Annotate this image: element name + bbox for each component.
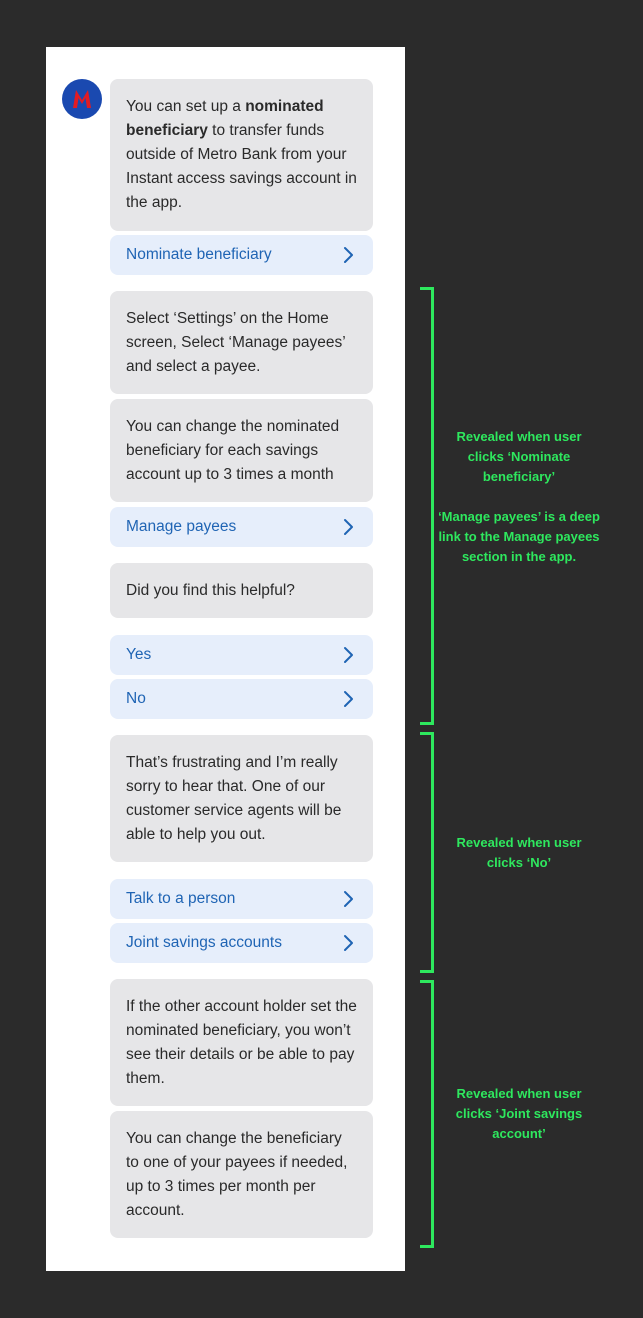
change-limit-message-text: You can change the nominated beneficiary for each savings account up to 3 times a month	[126, 418, 340, 483]
chevron-right-icon	[339, 518, 357, 536]
joint-holder-message	[110, 979, 373, 1106]
settings-message-text: Select ‘Settings’ on the Home screen, Select ‘Manage payees’ and select a payee.	[126, 310, 346, 375]
change-limit-message	[110, 399, 373, 502]
intro-message	[110, 79, 373, 231]
nominate-beneficiary-button[interactable]	[110, 235, 373, 275]
frustrated-message	[110, 735, 373, 862]
joint-holder-message-text: If the other account holder set the nominated beneficiary, you won’t see their details or be able to pay them.	[126, 998, 357, 1087]
chevron-right-icon	[339, 246, 357, 264]
helpful-question-message	[110, 563, 373, 618]
metro-bank-logo-icon	[62, 79, 102, 119]
annotation-nominate-text: Revealed when user clicks ‘Nominate beneficiary’	[456, 429, 582, 484]
annotation-bracket-nominate	[420, 287, 434, 725]
annotation-nominate	[438, 427, 600, 567]
intro-text-start: You can set up a	[126, 98, 246, 115]
nominate-beneficiary-label: Nominate beneficiary	[126, 246, 272, 263]
manage-payees-label: Manage payees	[126, 518, 237, 535]
chevron-right-icon	[339, 934, 357, 952]
change-beneficiary-message-text: You can change the beneficiary to one of your payees if needed, up to 3 times per month per account.	[126, 1130, 348, 1219]
no-label: No	[126, 690, 146, 707]
annotation-joint-text: Revealed when user clicks ‘Joint savings account’	[455, 1086, 583, 1141]
chevron-right-icon	[339, 890, 357, 908]
chat-screen	[46, 47, 405, 1271]
annotation-deep-link-text: ‘Manage payees’ is a deep link to the Manage payees section in the app.	[438, 509, 600, 564]
chevron-right-icon	[339, 646, 357, 664]
frustrated-message-text: That’s frustrating and I’m really sorry to hear that. One of our customer service agents will be able to help you out.	[126, 754, 342, 843]
joint-savings-accounts-button[interactable]	[110, 923, 373, 963]
annotation-joint	[438, 1084, 600, 1144]
annotation-no-text: Revealed when user clicks ‘No’	[456, 835, 582, 870]
intro-text-bold: nominated beneficiary	[126, 98, 324, 139]
annotation-no	[438, 833, 600, 873]
talk-to-person-button[interactable]	[110, 879, 373, 919]
joint-savings-accounts-label: Joint savings accounts	[126, 934, 282, 951]
yes-button[interactable]	[110, 635, 373, 675]
settings-message	[110, 291, 373, 394]
no-button[interactable]	[110, 679, 373, 719]
annotation-bracket-joint	[420, 980, 434, 1248]
intro-text-end: to transfer funds outside of Metro Bank from your Instant access savings account in the app.	[126, 122, 357, 211]
chevron-right-icon	[339, 690, 357, 708]
talk-to-person-label: Talk to a person	[126, 890, 236, 907]
helpful-question-text: Did you find this helpful?	[126, 582, 295, 599]
manage-payees-button[interactable]	[110, 507, 373, 547]
yes-label: Yes	[126, 646, 152, 663]
annotation-bracket-no	[420, 732, 434, 973]
change-beneficiary-message	[110, 1111, 373, 1238]
bot-avatar	[62, 79, 102, 119]
